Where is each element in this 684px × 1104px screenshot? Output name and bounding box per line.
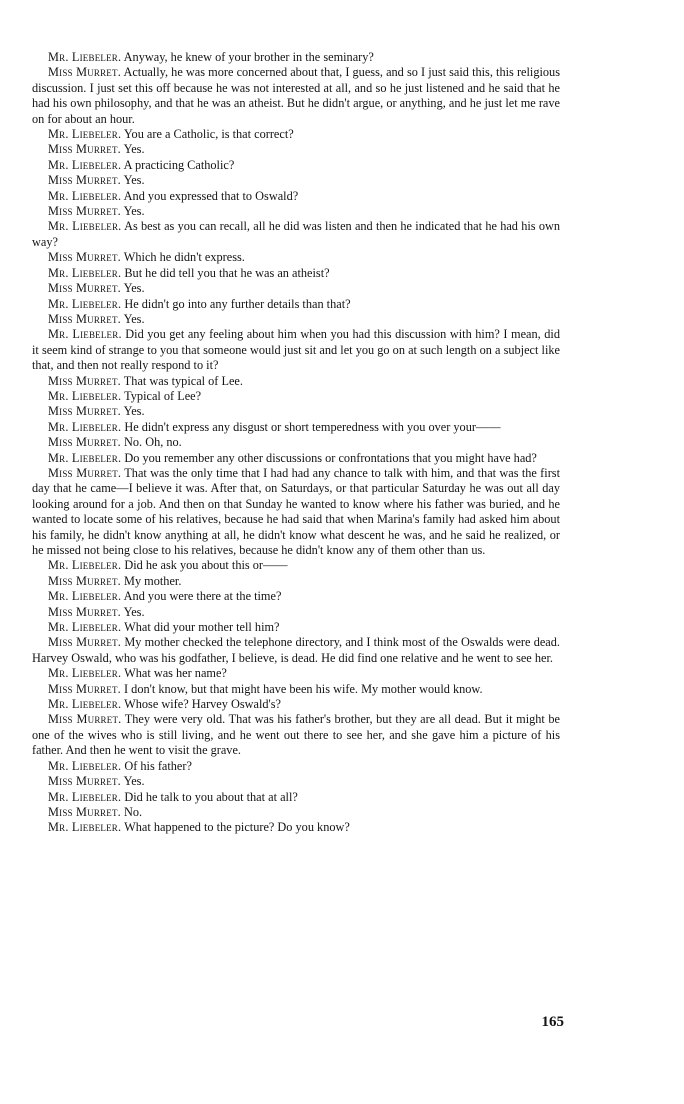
speaker-name: Miss Murret. [48, 604, 121, 619]
speech-text: That was the only time that I had had any chance to talk with him, and that was the first day that he came—I believe it was. After that, on Saturdays, or that particular Saturday he was out all day looking around for a job. And then on that Sunday he wanted to know where his father was buried, and he wanted to locate some of his relatives, because he had said that when Marina's family had asked him about his family, he didn't know anything at all, he didn't know what descent he was, and he said he realized, or he missed not being close to his relatives, because he didn't know any of them other than us. [32, 465, 560, 557]
speaker-name: Mr. Liebeler. [48, 127, 122, 142]
speaker-name: Mr. Liebeler. [48, 327, 122, 342]
speech-text: Of his father? [124, 758, 192, 773]
speaker-name: Mr. Liebeler. [48, 820, 122, 835]
transcript-paragraph [32, 605, 560, 620]
speech-text: What was her name? [124, 666, 227, 681]
speaker-name: Miss Murret. [48, 404, 121, 419]
transcript-paragraph [32, 204, 560, 219]
transcript-paragraph [32, 158, 560, 173]
transcript-paragraph [32, 697, 560, 712]
speaker-name: Miss Murret. [48, 373, 121, 388]
speaker-name: Miss Murret. [48, 281, 121, 296]
transcript-paragraph [32, 774, 560, 789]
transcript-paragraph [32, 589, 560, 604]
speech-text: They were very old. That was his father's brother, but they are all dead. But it might be one of the wives who is still living, and he went out there to see her, and she gave him a picture of his father. And then he went to visit the grave. [32, 712, 560, 758]
speaker-name: Mr. Liebeler. [48, 558, 122, 573]
speech-text: My mother checked the telephone directory, and I think most of the Oswalds were dead. Harvey Oswald, who was his godfather, I believe, is dead. He did find one relative and he went to see her. [32, 635, 560, 665]
speaker-name: Mr. Liebeler. [48, 265, 122, 280]
speech-text: Typical of Lee? [124, 388, 202, 403]
speech-text: But he did tell you that he was an atheist? [124, 265, 330, 280]
transcript-paragraph [32, 451, 560, 466]
speaker-name: Miss Murret. [48, 142, 121, 157]
speech-text: I don't know, but that might have been his wife. My mother would know. [124, 681, 483, 696]
speech-text: Actually, he was more concerned about that, I guess, and so I just said this, this religious discussion. I just set this off because he was not interested at all, and so he just listened and he said that he had his own philosophy, and that he was an atheist. But he didn't argue, or anything, and he just let me rave on for about an hour. [32, 65, 560, 126]
speaker-name: Mr. Liebeler. [48, 219, 122, 234]
transcript-paragraph [32, 389, 560, 404]
speech-text: Which he didn't express. [123, 250, 245, 265]
speech-text: Yes. [123, 281, 145, 296]
speech-text: Yes. [123, 604, 145, 619]
speech-text: Yes. [123, 311, 145, 326]
speaker-name: Miss Murret. [48, 635, 122, 650]
transcript-paragraph [32, 420, 560, 435]
speech-text: No. Oh, no. [124, 435, 182, 450]
speaker-name: Miss Murret. [48, 311, 121, 326]
speaker-name: Mr. Liebeler. [48, 758, 122, 773]
speaker-name: Mr. Liebeler. [48, 589, 122, 604]
speaker-name: Mr. Liebeler. [48, 388, 122, 403]
speaker-name: Miss Murret. [48, 573, 121, 588]
speech-text: What did your mother tell him? [124, 620, 280, 635]
speech-text: Yes. [123, 404, 145, 419]
speaker-name: Mr. Liebeler. [48, 789, 122, 804]
transcript-paragraph [32, 374, 560, 389]
speech-text: My mother. [124, 573, 182, 588]
speaker-name: Miss Murret. [48, 65, 121, 80]
speech-text: Did you get any feeling about him when you had this discussion with him? I mean, did it seem kind of strange to you that someone would just sit and let you go on at such length on a subject like that, and then not really respond to it? [32, 327, 560, 373]
speech-text: He didn't go into any further details than that? [124, 296, 351, 311]
speech-text: And you were there at the time? [123, 589, 282, 604]
speech-text: Yes. [123, 173, 145, 188]
speech-text: Yes. [123, 204, 145, 219]
speaker-name: Mr. Liebeler. [48, 419, 122, 434]
transcript-paragraph [32, 790, 560, 805]
transcript-body [32, 50, 560, 836]
speech-text: He didn't express any disgust or short temperedness with you over your—— [124, 419, 501, 434]
speaker-name: Mr. Liebeler. [48, 188, 122, 203]
speech-text: Do you remember any other discussions or confrontations that you might have had? [124, 450, 537, 465]
speaker-name: Mr. Liebeler. [48, 50, 122, 64]
speaker-name: Miss Murret. [48, 173, 121, 188]
transcript-paragraph [32, 635, 560, 666]
transcript-paragraph [32, 327, 560, 373]
speaker-name: Mr. Liebeler. [48, 450, 122, 465]
transcript-paragraph [32, 620, 560, 635]
speaker-name: Miss Murret. [48, 774, 121, 789]
speech-text: What happened to the picture? Do you know? [124, 820, 350, 835]
page-number: 165 [541, 1014, 564, 1030]
speaker-name: Miss Murret. [48, 465, 122, 480]
transcript-paragraph [32, 142, 560, 157]
speaker-name: Mr. Liebeler. [48, 697, 122, 712]
speaker-name: Mr. Liebeler. [48, 620, 122, 635]
speech-text: Did he talk to you about that at all? [124, 789, 298, 804]
speech-text: And you expressed that to Oswald? [123, 188, 299, 203]
speaker-name: Miss Murret. [48, 712, 122, 727]
speaker-name: Miss Murret. [48, 250, 121, 265]
transcript-paragraph [32, 682, 560, 697]
transcript-paragraph [32, 173, 560, 188]
speech-text: Anyway, he knew of your brother in the seminary? [123, 50, 374, 64]
speech-text: You are a Catholic, is that correct? [123, 127, 294, 142]
speech-text: A practicing Catholic? [123, 157, 235, 172]
speech-text: Did he ask you about this or—— [124, 558, 288, 573]
speech-text: No. [124, 804, 143, 819]
transcript-paragraph [32, 281, 560, 296]
speech-text: Yes. [123, 774, 145, 789]
transcript-paragraph [32, 574, 560, 589]
transcript-paragraph [32, 219, 560, 250]
transcript-paragraph [32, 666, 560, 681]
transcript-paragraph [32, 466, 560, 558]
transcript-paragraph [32, 805, 560, 820]
transcript-paragraph [32, 50, 560, 65]
transcript-paragraph [32, 712, 560, 758]
speaker-name: Miss Murret. [48, 804, 121, 819]
speaker-name: Miss Murret. [48, 435, 121, 450]
speaker-name: Mr. Liebeler. [48, 296, 122, 311]
transcript-paragraph [32, 312, 560, 327]
transcript-paragraph [32, 297, 560, 312]
speaker-name: Mr. Liebeler. [48, 666, 122, 681]
transcript-paragraph [32, 558, 560, 573]
transcript-paragraph [32, 65, 560, 127]
speaker-name: Miss Murret. [48, 204, 121, 219]
transcript-paragraph [32, 250, 560, 265]
transcript-paragraph [32, 435, 560, 450]
transcript-paragraph [32, 820, 560, 835]
transcript-paragraph [32, 127, 560, 142]
speaker-name: Miss Murret. [48, 681, 121, 696]
transcript-paragraph [32, 189, 560, 204]
transcript-paragraph [32, 266, 560, 281]
speaker-name: Mr. Liebeler. [48, 157, 122, 172]
speech-text: Yes. [123, 142, 145, 157]
speech-text: Whose wife? Harvey Oswald's? [124, 697, 282, 712]
speech-text: As best as you can recall, all he did was listen and then he indicated that he had his own way? [32, 219, 560, 249]
speech-text: That was typical of Lee. [123, 373, 243, 388]
transcript-paragraph [32, 759, 560, 774]
transcript-paragraph [32, 404, 560, 419]
